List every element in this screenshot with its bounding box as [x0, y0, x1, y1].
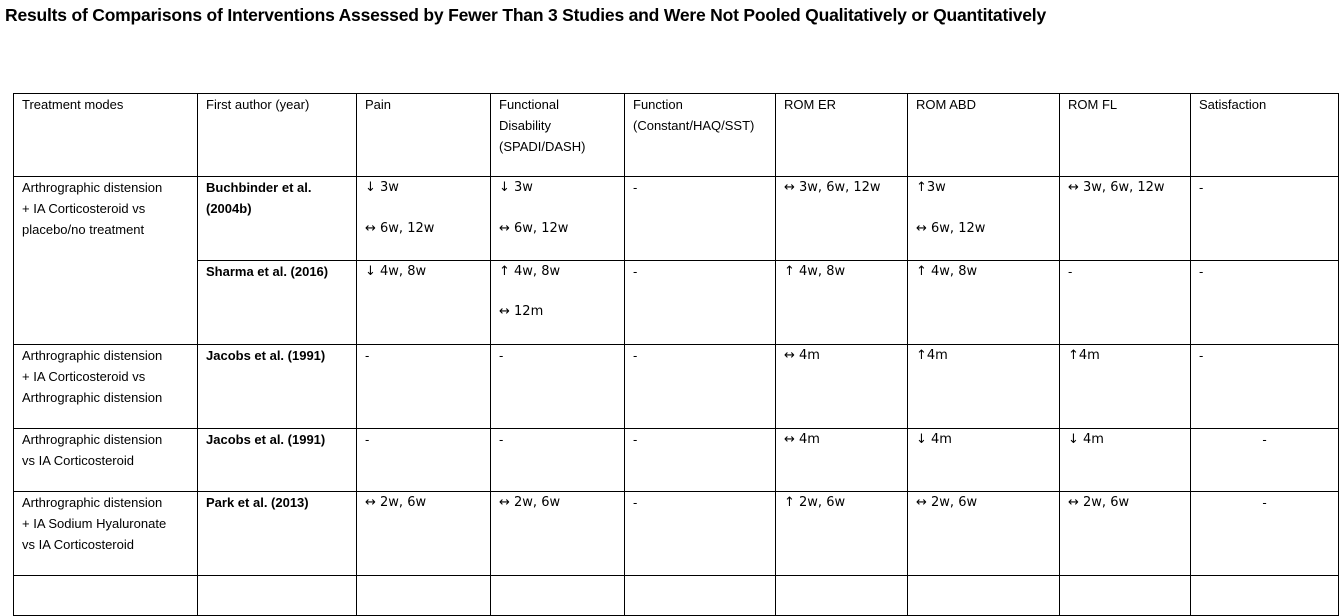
table-row-cutoff — [14, 576, 1339, 616]
disability-cell: ↓ 3w ↔ 6w, 12w — [491, 177, 625, 261]
treatment-mode-cell: Arthrographic distension + IA Sodium Hyaluronate vs IA Corticosteroid — [14, 492, 198, 576]
pain-cell: - — [357, 429, 491, 492]
function-cell: - — [625, 345, 776, 429]
rom-abd-cell: ↑4m — [908, 345, 1060, 429]
author-cell: Buchbinder et al. (2004b) — [198, 177, 357, 261]
rom-abd-cell: ↑3w ↔ 6w, 12w — [908, 177, 1060, 261]
table-row — [14, 492, 1339, 576]
author-cell: Park et al. (2013) — [198, 492, 357, 576]
treatment-mode-cell: Arthrographic distension + IA Corticosteroid vs Arthrographic distension — [14, 345, 198, 429]
header-rom-abd: ROM ABD — [908, 94, 1060, 177]
header-function: Function (Constant/HAQ/SST) — [625, 94, 776, 177]
table-row — [14, 345, 1339, 429]
rom-fl-cell: ↔ 3w, 6w, 12w — [1060, 177, 1191, 261]
rom-fl-cell: ↔ 2w, 6w — [1060, 492, 1191, 576]
rom-fl-cell: ↓ 4m — [1060, 429, 1191, 492]
rom-er-cell: ↔ 3w, 6w, 12w — [776, 177, 908, 261]
function-cell: - — [625, 429, 776, 492]
function-cell: - — [625, 261, 776, 345]
author-cell: Sharma et al. (2016) — [198, 261, 357, 345]
disability-cell: ↑ 4w, 8w ↔ 12m — [491, 261, 625, 345]
header-pain: Pain — [357, 94, 491, 177]
disability-cell: ↔ 2w, 6w — [491, 492, 625, 576]
treatment-mode-cell: Arthrographic distension + IA Corticosteroid vs placebo/no treatment — [14, 177, 198, 345]
satisfaction-cell: - — [1191, 345, 1339, 429]
pain-cell: ↔ 2w, 6w — [357, 492, 491, 576]
author-cell: Jacobs et al. (1991) — [198, 429, 357, 492]
header-rom-fl: ROM FL — [1060, 94, 1191, 177]
pain-cell: ↓ 4w, 8w — [357, 261, 491, 345]
pain-cell: ↓ 3w ↔ 6w, 12w — [357, 177, 491, 261]
satisfaction-cell: - — [1191, 261, 1339, 345]
function-cell: - — [625, 492, 776, 576]
satisfaction-cell: - — [1191, 492, 1339, 576]
table-row — [14, 177, 1339, 261]
disability-cell: - — [491, 429, 625, 492]
rom-abd-cell: ↔ 2w, 6w — [908, 492, 1060, 576]
rom-abd-cell: ↑ 4w, 8w — [908, 261, 1060, 345]
function-cell: - — [625, 177, 776, 261]
rom-fl-cell: ↑4m — [1060, 345, 1191, 429]
header-rom-er: ROM ER — [776, 94, 908, 177]
table-row — [14, 429, 1339, 492]
header-treatment-modes: Treatment modes — [14, 94, 198, 177]
header-first-author: First author (year) — [198, 94, 357, 177]
table-row — [14, 261, 1339, 345]
rom-er-cell: ↑ 2w, 6w — [776, 492, 908, 576]
treatment-mode-cell: Arthrographic distension vs IA Corticosteroid — [14, 429, 198, 492]
header-row — [14, 94, 1339, 177]
author-cell: Jacobs et al. (1991) — [198, 345, 357, 429]
rom-fl-cell: - — [1060, 261, 1191, 345]
header-satisfaction: Satisfaction — [1191, 94, 1339, 177]
satisfaction-cell: - — [1191, 429, 1339, 492]
header-functional-disability: Functional Disability (SPADI/DASH) — [491, 94, 625, 177]
rom-er-cell: ↑ 4w, 8w — [776, 261, 908, 345]
disability-cell: - — [491, 345, 625, 429]
document-title: Results of Comparisons of Interventions Assessed by Fewer Than 3 Studies and Were Not Pooled Qualitatively or Quantitatively — [5, 5, 1046, 25]
satisfaction-cell: - — [1191, 177, 1339, 261]
rom-er-cell: ↔ 4m — [776, 429, 908, 492]
rom-er-cell: ↔ 4m — [776, 345, 908, 429]
pain-cell: - — [357, 345, 491, 429]
results-table — [13, 93, 1339, 616]
rom-abd-cell: ↓ 4m — [908, 429, 1060, 492]
